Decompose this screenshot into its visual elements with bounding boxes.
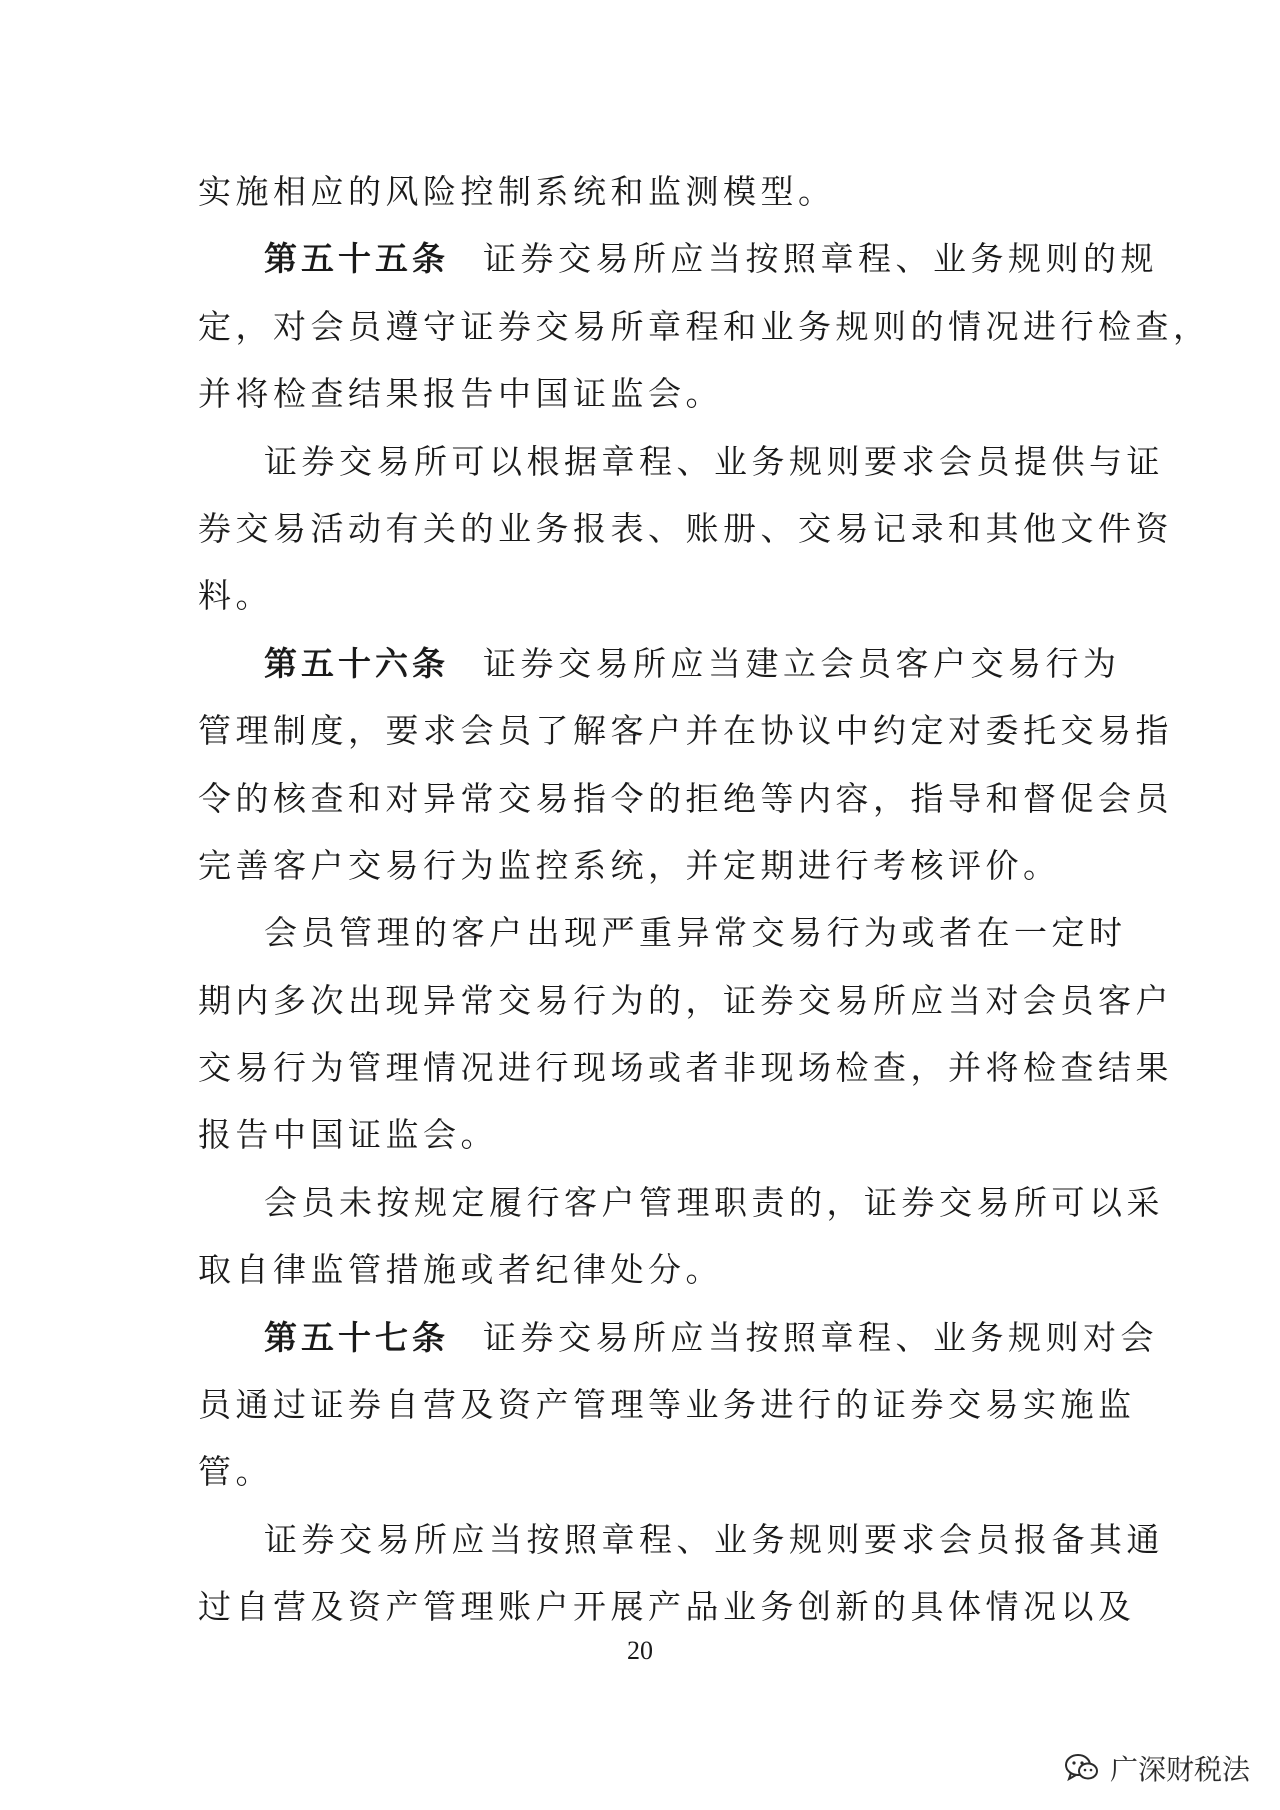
text-line — [198, 1034, 1173, 1101]
text-line — [198, 1304, 1158, 1371]
line-text: 令的核查和对异常交易指令的拒绝等内容，指导和督促会员 — [198, 778, 1173, 818]
text-line — [198, 158, 1094, 225]
line-text: 证券交易所应当按照章程、业务规则的规 — [483, 239, 1158, 279]
line-text: 实施相应的风险控制系统和监测模型。 — [198, 172, 836, 211]
line-text: 管。 — [198, 1452, 273, 1492]
text-line — [198, 1169, 1164, 1236]
text-line — [198, 495, 1173, 562]
text-line — [198, 293, 1211, 360]
line-text: 会员未按规定履行客户管理职责的，证券交易所可以采 — [264, 1182, 1164, 1222]
watermark-text: 广深财税法 — [1109, 1753, 1250, 1786]
line-text: 定，对会员遵守证券交易所章程和业务规则的情况进行检查， — [198, 306, 1211, 346]
page-number: 20 — [627, 1636, 653, 1665]
line-text: 并将检查结果报告中国证监会。 — [198, 374, 723, 414]
line-text: 完善客户交易行为监控系统，并定期进行考核评价。 — [198, 845, 1061, 885]
watermark — [1064, 1748, 1250, 1788]
article-label: 第五十五条 — [264, 239, 449, 279]
line-text: 报告中国证监会。 — [198, 1115, 498, 1155]
line-text: 券交易活动有关的业务报表、账册、交易记录和其他文件资 — [198, 508, 1173, 548]
text-line — [198, 360, 1094, 427]
text-line — [198, 1236, 1094, 1303]
line-text: 管理制度，要求会员了解客户并在协议中约定对委托交易指 — [198, 711, 1173, 751]
line-text: 会员管理的客户出现严重异常交易行为或者在一定时 — [264, 913, 1127, 953]
line-text: 证券交易所应当按照章程、业务规则对会 — [483, 1317, 1158, 1357]
text-line — [198, 697, 1173, 764]
text-line — [198, 1101, 1094, 1168]
text-line — [198, 899, 1127, 966]
body-text — [198, 158, 1211, 1641]
text-line — [198, 1506, 1164, 1573]
wechat-icon — [1064, 1752, 1100, 1784]
article-label: 第五十六条 — [264, 643, 449, 683]
text-line — [198, 967, 1173, 1034]
text-line — [198, 630, 1121, 697]
line-text: 取自律监管措施或者纪律处分。 — [198, 1250, 723, 1290]
text-line — [198, 562, 1094, 629]
text-line — [198, 1371, 1136, 1438]
line-text: 证券交易所应当建立会员客户交易行为 — [483, 643, 1121, 683]
line-text: 交易行为管理情况进行现场或者非现场检查，并将检查结果 — [198, 1048, 1173, 1088]
line-text: 证券交易所可以根据章程、业务规则要求会员提供与证 — [264, 441, 1164, 481]
text-line — [198, 428, 1164, 495]
text-line — [198, 765, 1173, 832]
text-line — [198, 225, 1158, 292]
line-text: 过自营及资产管理账户开展产品业务创新的具体情况以及 — [198, 1587, 1136, 1627]
line-text: 证券交易所应当按照章程、业务规则要求会员报备其通 — [264, 1519, 1164, 1559]
line-text: 期内多次出现异常交易行为的，证券交易所应当对会员客户 — [198, 980, 1173, 1020]
line-text: 员通过证券自营及资产管理等业务进行的证券交易实施监 — [198, 1385, 1136, 1425]
text-line — [198, 1438, 1094, 1505]
text-line — [198, 832, 1094, 899]
line-text: 料。 — [198, 576, 273, 616]
article-label: 第五十七条 — [264, 1317, 449, 1357]
text-line — [198, 1573, 1136, 1640]
